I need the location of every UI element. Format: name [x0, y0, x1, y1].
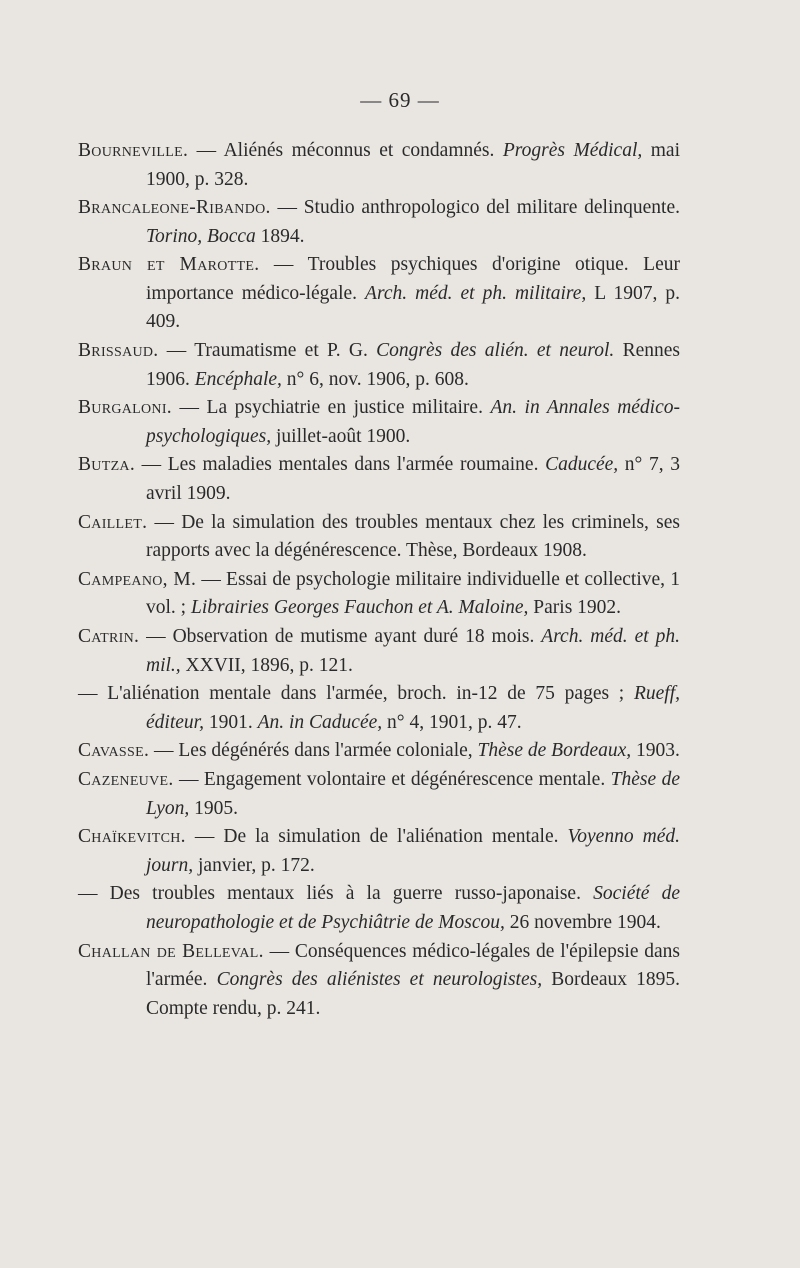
- entry-italic-text: Voyenno méd. journ,: [146, 826, 680, 876]
- bibliography-entry: [78, 680, 680, 737]
- entry-text: — Traumatisme et P. G.: [158, 340, 377, 362]
- entry-author: Braun et Marotte.: [78, 254, 260, 276]
- entry-italic-text: Caducée,: [545, 454, 619, 476]
- entry-text: janvier, p. 172.: [193, 854, 315, 876]
- entry-author: Cavasse.: [78, 740, 150, 762]
- entry-text: 1905.: [189, 797, 239, 819]
- entry-text: — Engagement volontaire et dégénérescence mentale.: [173, 769, 611, 791]
- entry-text: — Les dégénérés dans l'armée coloniale,: [149, 740, 478, 762]
- entry-text: 1901.: [203, 711, 258, 733]
- bibliography-entry: [78, 137, 680, 194]
- entry-text: — Troubles psychiques d'origine otique. Leur importance médico-légale.: [146, 254, 680, 304]
- entry-text: n° 6, nov. 1906, p. 608.: [281, 368, 469, 390]
- entry-text: n° 7, 3 avril 1909.: [146, 454, 680, 504]
- entry-author: Chaïkevitch.: [78, 826, 186, 848]
- bibliography-entry: [78, 766, 680, 823]
- entry-author: Brissaud.: [78, 340, 159, 362]
- entry-italic-text: Congrès des alién. et neurol.: [376, 340, 615, 362]
- entry-italic-text: Arch. méd. et ph. mil.,: [146, 626, 680, 676]
- entry-text: — De la simulation de l'aliénation mentale.: [185, 826, 568, 848]
- bibliography-entry: [78, 823, 680, 880]
- entry-text: juillet-août 1900.: [271, 425, 411, 447]
- entry-text: 1903.: [631, 740, 680, 762]
- entry-italic-text: Congrès des aliénistes et neurologistes,: [216, 969, 543, 991]
- entry-author: Cazeneuve.: [78, 769, 174, 791]
- entry-italic-text: Encéphale,: [194, 368, 282, 390]
- entry-italic-text: Rueff, éditeur,: [146, 683, 680, 733]
- entry-text: — L'aliénation mentale dans l'armée, broch. in-12 de 75 pages ;: [78, 683, 634, 705]
- entry-text: Rennes 1906.: [146, 340, 680, 390]
- entry-author: Campeano, M.: [78, 568, 197, 590]
- entry-text: L 1907, p. 409.: [146, 282, 680, 333]
- bibliography-entry: [78, 394, 680, 451]
- entry-italic-text: Librairies Georges Fauchon et A. Maloine,: [190, 597, 529, 619]
- entry-author: Catrin.: [78, 626, 140, 647]
- entry-author: Butza.: [78, 454, 136, 476]
- bibliography-entry: [78, 737, 680, 766]
- entry-author: Burgaloni.: [78, 397, 172, 419]
- bibliography-entry: [78, 938, 680, 1024]
- bibliography-entry: [78, 623, 680, 680]
- bibliography-entry: [78, 880, 680, 937]
- bibliography-entry: [78, 194, 680, 251]
- entry-text: mai 1900, p. 328.: [146, 140, 680, 190]
- entry-text: Bordeaux 1895. Compte rendu, p. 241.: [146, 969, 681, 1019]
- entry-author: Challan de Belleval.: [78, 940, 264, 962]
- entry-italic-text: Arch. méd. et ph. militaire,: [365, 282, 587, 304]
- entry-author: Brancaleone-Ribando.: [78, 197, 271, 219]
- entry-italic-text: Thèse de Bordeaux,: [477, 740, 632, 762]
- entry-author: Bourneville.: [78, 140, 189, 161]
- bibliography-entry: [78, 566, 680, 623]
- entry-text: — Studio anthropologico del militare delinquente.: [270, 197, 680, 219]
- entry-italic-text: Société de neuropathologie et de Psychiâtrie de Moscou,: [146, 883, 681, 933]
- entry-author: Caillet.: [78, 511, 148, 533]
- entry-text: Paris 1902.: [528, 597, 622, 619]
- entry-italic-text: Progrès Médical,: [502, 140, 643, 161]
- entry-text: 1894.: [255, 225, 305, 247]
- bibliography-entry: [78, 251, 680, 337]
- entry-text: — Les maladies mentales dans l'armée roumaine.: [135, 454, 546, 476]
- bibliography-entry: [78, 509, 680, 566]
- entry-text: — De la simulation des troubles mentaux chez les criminels, ses rapports avec la dégénérescence. Thèse, Bordeaux 1908.: [146, 511, 680, 562]
- entry-italic-text: Thèse de Lyon,: [146, 769, 680, 819]
- entry-text: — Aliénés méconnus et condamnés.: [188, 140, 503, 161]
- entry-text: — La psychiatrie en justice militaire.: [172, 397, 491, 419]
- entry-italic-text: An. in Annales médico-psychologiques,: [146, 397, 680, 447]
- bibliography-entry: [78, 337, 680, 394]
- entry-text: XXVII, 1896, p. 121.: [180, 654, 353, 676]
- entry-italic-text: An. in Caducée,: [257, 711, 383, 733]
- entry-text: 26 novembre 1904.: [504, 911, 661, 933]
- bibliography-list: [78, 137, 680, 1023]
- entry-italic-text: Torino, Bocca: [146, 225, 256, 247]
- entry-text: — Des troubles mentaux liés à la guerre russo-japonaise.: [78, 883, 594, 905]
- page-number: — 69 —: [360, 88, 440, 112]
- entry-text: — Essai de psychologie militaire individuelle et collective, 1 vol. ;: [146, 568, 680, 619]
- entry-text: n° 4, 1901, p. 47.: [382, 711, 522, 733]
- bibliography-entry: [78, 451, 680, 508]
- entry-text: — Observation de mutisme ayant duré 18 mois.: [139, 626, 542, 647]
- entry-text: — Conséquences médico-légales de l'épilepsie dans l'armée.: [146, 940, 680, 991]
